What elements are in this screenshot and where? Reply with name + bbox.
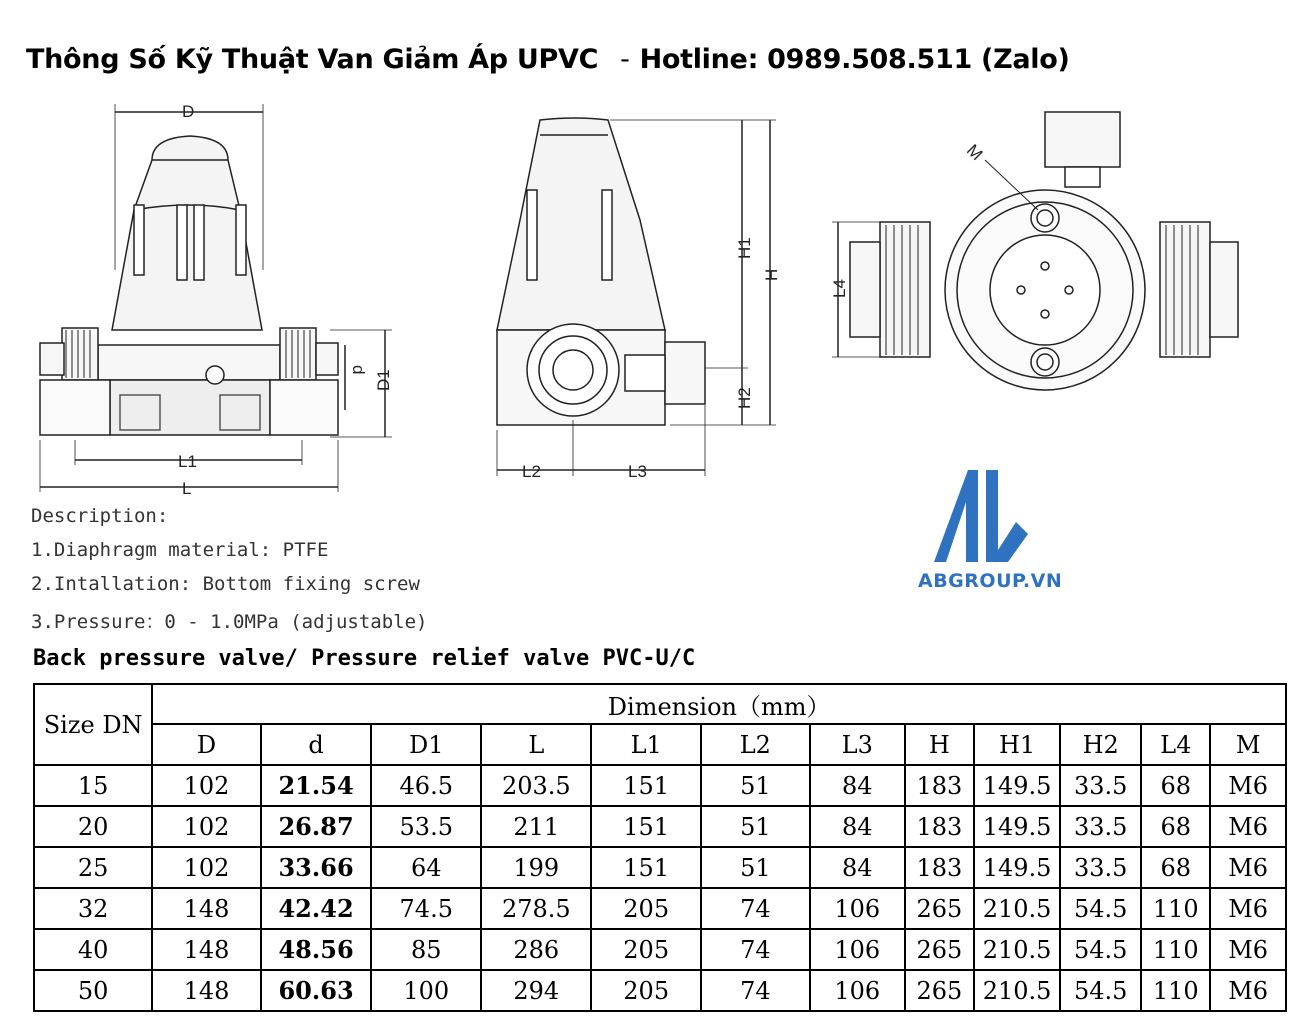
label-H: H xyxy=(762,268,781,281)
table-row xyxy=(34,765,1286,806)
table-cell: 15 xyxy=(34,765,152,806)
table-cell: 102 xyxy=(152,765,260,806)
column-header-row xyxy=(34,724,1286,765)
table-cell: 64 xyxy=(371,847,481,888)
table-cell: 68 xyxy=(1141,806,1210,847)
top-view-drawing xyxy=(832,112,1238,390)
column-header-h: H xyxy=(905,724,974,765)
column-header-l3: L3 xyxy=(810,724,905,765)
table-cell: M6 xyxy=(1210,970,1286,1011)
description-item-2: 2.Intallation: Bottom fixing screw xyxy=(31,573,420,595)
label-L2: L2 xyxy=(522,462,541,481)
table-cell: 33.5 xyxy=(1060,765,1141,806)
table-cell: 84 xyxy=(810,806,905,847)
side-view-drawing xyxy=(497,118,776,476)
table-cell: 102 xyxy=(152,806,260,847)
table-cell: 84 xyxy=(810,847,905,888)
table-cell: 21.54 xyxy=(261,765,372,806)
column-header-d1: D1 xyxy=(371,724,481,765)
table-cell: 74 xyxy=(701,929,810,970)
table-cell: 26.87 xyxy=(261,806,372,847)
table-cell: 33.5 xyxy=(1060,806,1141,847)
table-cell: 51 xyxy=(701,847,810,888)
table-cell: 205 xyxy=(591,929,700,970)
table-cell: 84 xyxy=(810,765,905,806)
description-heading: Description: xyxy=(31,505,169,527)
table-cell: 100 xyxy=(371,970,481,1011)
table-cell: 48.56 xyxy=(261,929,372,970)
table-caption: Back pressure valve/ Pressure relief valve PVC-U/C xyxy=(33,646,696,671)
table-cell: 210.5 xyxy=(974,888,1060,929)
table-cell: 203.5 xyxy=(481,765,591,806)
table-row xyxy=(34,929,1286,970)
table-cell: 54.5 xyxy=(1060,929,1141,970)
dimension-header: Dimension（mm） xyxy=(152,684,1286,724)
label-L3: L3 xyxy=(628,462,647,481)
label-d: d xyxy=(349,365,368,375)
column-header-l: L xyxy=(481,724,591,765)
table-cell: M6 xyxy=(1210,888,1286,929)
column-header-l1: L1 xyxy=(591,724,700,765)
column-header-d: D xyxy=(152,724,260,765)
table-cell: 210.5 xyxy=(974,929,1060,970)
column-header-d: d xyxy=(261,724,372,765)
table-row xyxy=(34,888,1286,929)
technical-drawings xyxy=(0,95,1314,505)
label-M: M xyxy=(962,140,987,165)
hotline-text: Hotline: 0989.508.511 (Zalo) xyxy=(639,44,1070,75)
table-cell: 110 xyxy=(1141,888,1210,929)
table-cell: 183 xyxy=(905,806,974,847)
table-cell: 149.5 xyxy=(974,847,1060,888)
table-cell: 40 xyxy=(34,929,152,970)
table-cell: 183 xyxy=(905,847,974,888)
column-header-h2: H2 xyxy=(1060,724,1141,765)
table-cell: 205 xyxy=(591,970,700,1011)
table-cell: 205 xyxy=(591,888,700,929)
table-cell: 183 xyxy=(905,765,974,806)
table-cell: 50 xyxy=(34,970,152,1011)
table-cell: 68 xyxy=(1141,847,1210,888)
column-header-l4: L4 xyxy=(1141,724,1210,765)
table-cell: 51 xyxy=(701,806,810,847)
table-cell: 74.5 xyxy=(371,888,481,929)
table-cell: M6 xyxy=(1210,847,1286,888)
table-cell: 74 xyxy=(701,888,810,929)
table-cell: 106 xyxy=(810,929,905,970)
label-L: L xyxy=(182,479,192,498)
table-cell: 148 xyxy=(152,929,260,970)
table-cell: 149.5 xyxy=(974,806,1060,847)
table-row xyxy=(34,847,1286,888)
logo-text: ABGROUP.VN xyxy=(918,570,1063,592)
table-cell: 199 xyxy=(481,847,591,888)
table-cell: 20 xyxy=(34,806,152,847)
column-header-l2: L2 xyxy=(701,724,810,765)
table-cell: 46.5 xyxy=(371,765,481,806)
table-cell: 25 xyxy=(34,847,152,888)
table-cell: 294 xyxy=(481,970,591,1011)
dimension-table xyxy=(33,683,1287,1012)
column-header-h1: H1 xyxy=(974,724,1060,765)
table-cell: 148 xyxy=(152,970,260,1011)
table-cell: 211 xyxy=(481,806,591,847)
table-cell: 32 xyxy=(34,888,152,929)
table-cell: 54.5 xyxy=(1060,888,1141,929)
table-row xyxy=(34,806,1286,847)
table-row xyxy=(34,970,1286,1011)
table-cell: 33.66 xyxy=(261,847,372,888)
front-view-drawing xyxy=(40,104,392,492)
table-cell: 286 xyxy=(481,929,591,970)
table-cell: M6 xyxy=(1210,806,1286,847)
table-cell: 68 xyxy=(1141,765,1210,806)
title-main: Thông Số Kỹ Thuật Van Giảm Áp UPVC xyxy=(26,44,599,75)
table-cell: 151 xyxy=(591,806,700,847)
table-cell: 33.5 xyxy=(1060,847,1141,888)
title-separator: - xyxy=(620,44,630,75)
table-cell: 110 xyxy=(1141,970,1210,1011)
table-cell: 110 xyxy=(1141,929,1210,970)
table-cell: 151 xyxy=(591,847,700,888)
label-H1: H1 xyxy=(735,237,754,259)
table-cell: 74 xyxy=(701,970,810,1011)
table-header-row xyxy=(34,684,1286,724)
table-cell: 148 xyxy=(152,888,260,929)
table-cell: 265 xyxy=(905,970,974,1011)
label-D1: D1 xyxy=(374,369,393,391)
table-cell: 149.5 xyxy=(974,765,1060,806)
page-title xyxy=(26,44,1070,75)
size-dn-header: Size DN xyxy=(34,684,152,765)
label-D: D xyxy=(182,102,195,121)
description-item-1: 1.Diaphragm material: PTFE xyxy=(31,539,329,561)
description-item-3: 3.Pressure：0 - 1.0MPa (adjustable) xyxy=(31,611,428,633)
label-L1: L1 xyxy=(178,452,197,471)
table-cell: 278.5 xyxy=(481,888,591,929)
column-header-m: M xyxy=(1210,724,1286,765)
table-cell: 210.5 xyxy=(974,970,1060,1011)
table-cell: 102 xyxy=(152,847,260,888)
table-cell: 265 xyxy=(905,888,974,929)
table-cell: 42.42 xyxy=(261,888,372,929)
table-cell: 151 xyxy=(591,765,700,806)
table-cell: M6 xyxy=(1210,765,1286,806)
table-cell: M6 xyxy=(1210,929,1286,970)
table-cell: 106 xyxy=(810,970,905,1011)
table-cell: 53.5 xyxy=(371,806,481,847)
label-H2: H2 xyxy=(735,387,754,409)
table-cell: 265 xyxy=(905,929,974,970)
table-cell: 60.63 xyxy=(261,970,372,1011)
label-L4: L4 xyxy=(830,279,849,298)
table-cell: 51 xyxy=(701,765,810,806)
table-cell: 54.5 xyxy=(1060,970,1141,1011)
table-cell: 85 xyxy=(371,929,481,970)
table-cell: 106 xyxy=(810,888,905,929)
